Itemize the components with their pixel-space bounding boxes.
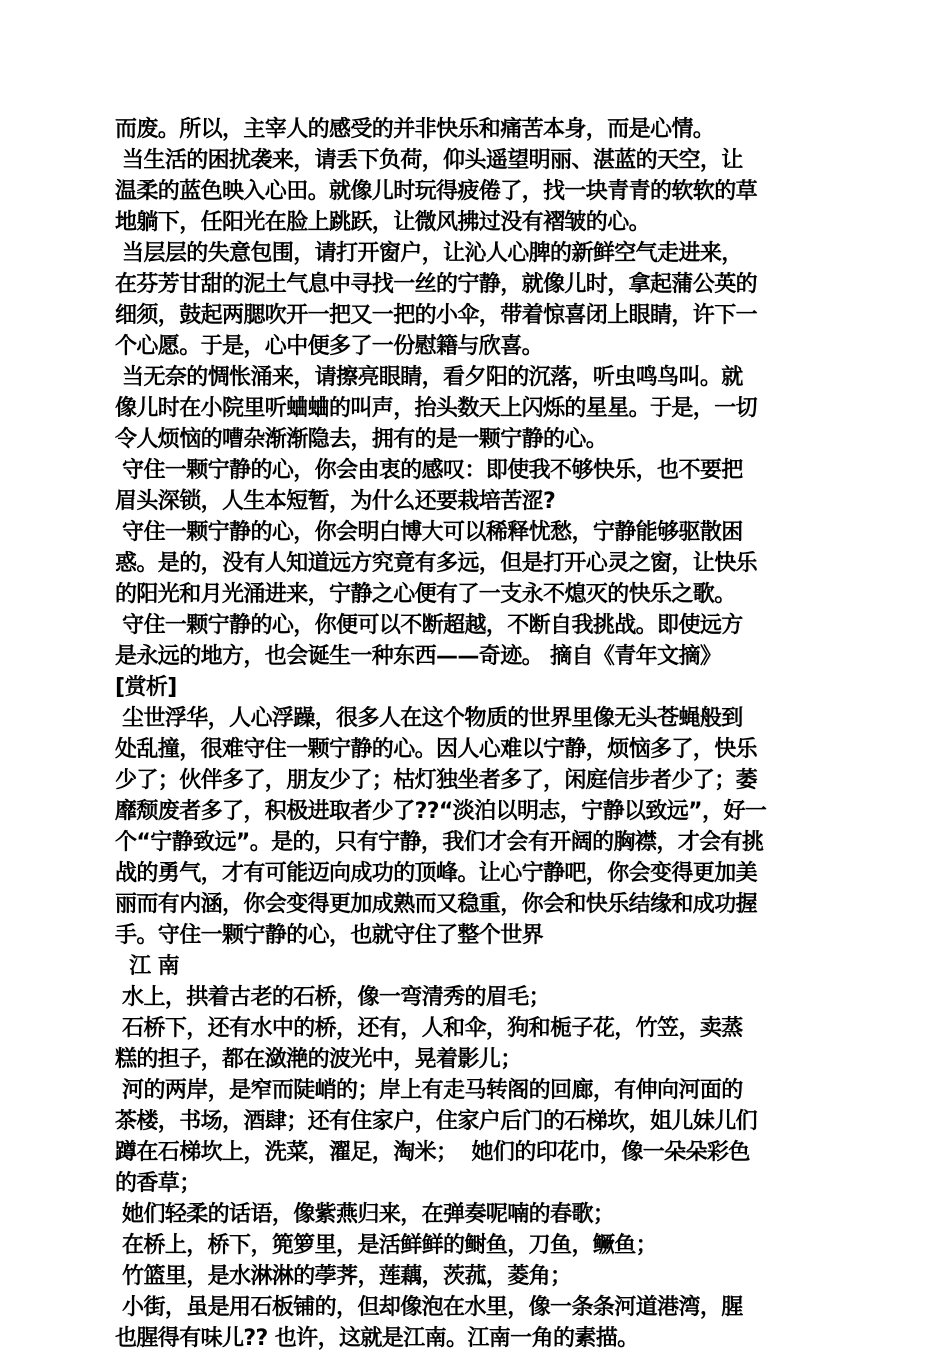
text-line: 蹲在石梯坎上，洗菜，濯足，淘米； 她们的印花巾，像一朵朵彩色 [115, 1140, 750, 1165]
text-line: 个“宁静致远”。是的，只有宁静，我们才会有开阔的胸襟，才会有挑 [115, 830, 764, 855]
text-line: 丽而有内涵，你会变得更加成熟而又稳重，你会和快乐结缘和成功握 [115, 892, 758, 917]
text-line: 眉头深锁，人生本短暂，为什么还要栽培苦涩? [115, 489, 556, 514]
text-line: 像儿时在小院里听蛐蛐的叫声，抬头数天上闪烁的星星。于是，一切 [115, 396, 758, 421]
text-line: 是永远的地方，也会诞生一种东西——奇迹。 摘自《青年文摘》 [115, 644, 722, 669]
text-line: 小街，虽是用石板铺的，但却像泡在水里，像一条条河道港湾，腥 [115, 1295, 743, 1320]
text-line: 的香草； [115, 1171, 201, 1196]
text-line: 茶楼，书场，酒肆；还有住家户，住家户后门的石梯坎，姐儿妹儿们 [115, 1109, 758, 1134]
text-line: 守住一颗宁静的心，你会由衷的感叹：即使我不够快乐，也不要把 [115, 458, 743, 483]
text-line: 细须，鼓起两腮吹开一把又一把的小伞，带着惊喜闭上眼睛，许下一 [115, 303, 758, 328]
text-line: [赏析] [115, 675, 177, 700]
text-line: 战的勇气，才有可能迈向成功的顶峰。让心宁静吧，你会变得更加美 [115, 861, 758, 886]
text-line: 令人烦恼的嘈杂渐渐隐去，拥有的是一颗宁静的心。 [115, 427, 608, 452]
text-line: 少了；伙伴多了，朋友少了；枯灯独坐者多了，闲庭信步者少了；萎 [115, 768, 758, 793]
text-line: 当生活的困扰袭来，请丢下负荷，仰头遥望明丽、湛蓝的天空，让 [115, 148, 743, 173]
text-line: 在芬芳甘甜的泥土气息中寻找一丝的宁静，就像儿时，拿起蒲公英的 [115, 272, 758, 297]
text-line: 惑。是的，没有人知道远方究竟有多远，但是打开心灵之窗，让快乐 [115, 551, 758, 576]
text-line: 糕的担子，都在潋滟的波光中，晃着影儿； [115, 1047, 522, 1072]
text-line: 而废。所以，主宰人的感受的并非快乐和痛苦本身，而是心情。 [115, 117, 715, 142]
text-line: 竹篮里，是水淋淋的荸荠，莲藕，茨菰，菱角； [115, 1264, 572, 1289]
text-line: 在桥上，桥下，篼箩里，是活鲜鲜的鲥鱼，刀鱼，鳜鱼； [115, 1233, 658, 1258]
text-line: 的阳光和月光涌进来，宁静之心便有了一支永不熄灭的快乐之歌。 [115, 582, 736, 607]
text-line: 石桥下，还有水中的桥，还有，人和伞，狗和栀子花，竹笠，卖蒸 [115, 1016, 743, 1041]
text-line: 个心愿。于是，心中便多了一份慰籍与欣喜。 [115, 334, 544, 359]
text-line: 当无奈的惆怅涌来，请擦亮眼睛，看夕阳的沉落，听虫鸣鸟叫。就 [115, 365, 743, 390]
text-line: 手。守住一颗宁静的心，也就守住了整个世界 [115, 923, 544, 948]
text-line: 守住一颗宁静的心，你便可以不断超越，不断自我挑战。即使远方 [115, 613, 743, 638]
document-body [115, 114, 839, 1354]
text-line: 处乱撞，很难守住一颗宁静的心。因人心难以宁静，烦恼多了，快乐 [115, 737, 758, 762]
text-line: 她们轻柔的话语，像紫燕归来，在弹奏呢喃的春歌； [115, 1202, 615, 1227]
text-line: 守住一颗宁静的心，你会明白博大可以稀释忧愁，宁静能够驱散困 [115, 520, 743, 545]
text-line: 尘世浮华，人心浮躁，很多人在这个物质的世界里像无头苍蝇般到 [115, 706, 743, 731]
text-line: 地躺下，任阳光在脸上跳跃，让微风拂过没有褶皱的心。 [115, 210, 651, 235]
text-line: 靡颓废者多了，积极进取者少了??“淡泊以明志，宁静以致远”，好一 [115, 799, 767, 824]
text-line: 当层层的失意包围，请打开窗户，让沁人心脾的新鲜空气走进来， [115, 241, 743, 266]
text-line: 江 南 [115, 954, 179, 979]
text-line: 河的两岸，是窄而陡峭的；岸上有走马转阁的回廊，有伸向河面的 [115, 1078, 743, 1103]
text-line: 也腥得有味儿?? 也许，这就是江南。江南一角的素描。 [115, 1326, 639, 1351]
text-line: 温柔的蓝色映入心田。就像儿时玩得疲倦了，找一块青青的软软的草 [115, 179, 758, 204]
text-line: 水上，拱着古老的石桥，像一弯清秀的眉毛； [115, 985, 551, 1010]
